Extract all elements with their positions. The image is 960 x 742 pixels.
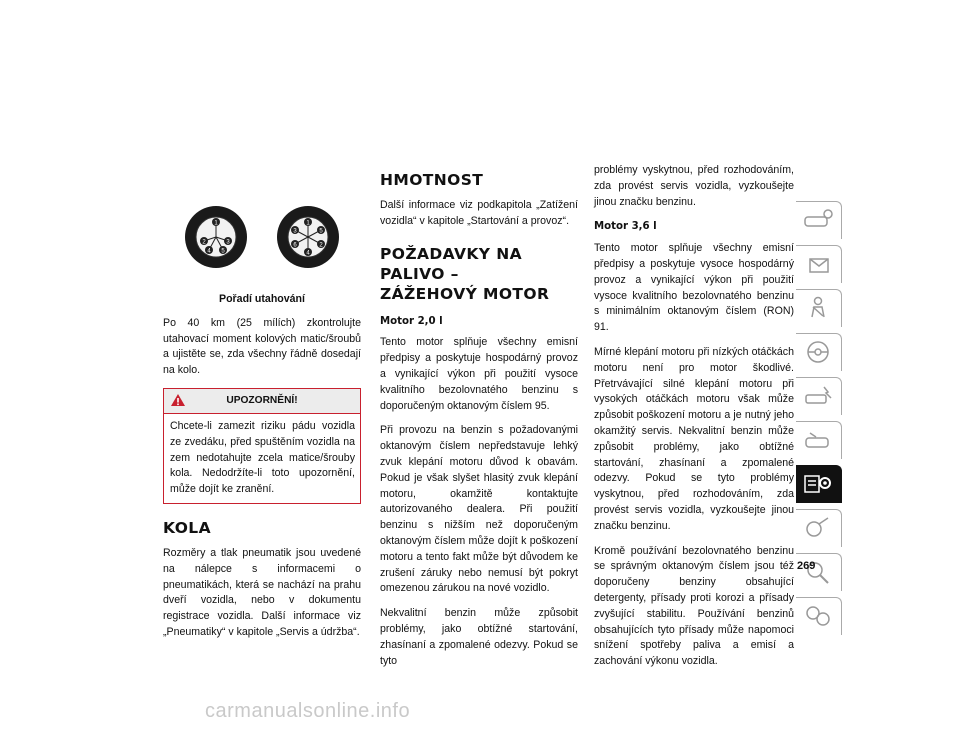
tab-mail[interactable] (796, 245, 842, 283)
tab-gear-settings[interactable] (796, 465, 842, 503)
subheading-motor-2-0: Motor 2,0 l (380, 315, 443, 327)
page-number: 269 (797, 560, 816, 572)
paragraph: Při provozu na benzin s požadovanými oktanovým číslem nepředstavuje lehký zvuk klepání motoru důvod k obavám. Pokud je však slyšet hlasitý zvuk klepání motoru, okamžitě kontaktujte autorizovaného dealera. Při použití benzinu s nižším než doporučeným oktanovým číslem může dojít k poškození motoru a tento fakt může být důvodem ke zrušení záruky nebo nemusí být pokryt omezenou zárukou na nové vozidlo. (380, 424, 578, 595)
seatbelt-icon (802, 295, 834, 321)
lug-number: 3 (226, 239, 230, 246)
lug-number: 1 (306, 220, 310, 227)
section-heading-palivo-line2: ZÁŽEHOVÝ MOTOR (380, 284, 550, 303)
tab-car-info[interactable] (796, 201, 842, 239)
tab-crash[interactable] (796, 377, 842, 415)
gear-settings-icon (802, 471, 834, 497)
tab-search[interactable] (796, 553, 842, 591)
paragraph: problémy vyskytnou, před rozhodováním, zda provést servis vozidla, vyzkoušejte jinou značku benzinu. (594, 164, 794, 208)
wheel-6-lug-diagram (275, 204, 341, 270)
warning-box (163, 388, 361, 504)
paragraph: Tento motor splňuje všechny emisní předpisy a poskytuje hospodárný provoz a vynikající výkon při použití vysoce kvalitního bezolovnatého benzinu s doporučeným oktanovým číslem 95. (380, 336, 578, 412)
warning-header (164, 389, 360, 414)
paragraph: Další informace viz podkapitola „Zatížení vozidla“ v kapitole „Startování a provoz“. (380, 199, 578, 227)
lug-number: 5 (319, 228, 323, 235)
lug-number: 1 (214, 220, 218, 227)
figure-caption: Pořadí utahování (219, 293, 305, 305)
steering-wheel-icon (802, 339, 834, 365)
tools-car-icon (802, 427, 834, 453)
warning-text: Chcete-li zamezit riziku pádu vozidla ze zvedáku, před spuštěním vozidla na zem nedotahujte zcela matice/šrouby kola. Nedodržíte-li toto upozornění, může dojít ke zranění. (170, 419, 355, 496)
lug-number: 5 (221, 248, 225, 255)
lug-number: 3 (293, 228, 297, 235)
lug-number: 4 (207, 248, 211, 255)
tightening-sequence-figure (163, 198, 361, 288)
wheel-5-lug-diagram (183, 204, 249, 270)
section-heading-palivo: POŽADAVKY NA PALIVO – (380, 244, 522, 283)
tab-language[interactable] (796, 597, 842, 635)
subheading-motor-3-6: Motor 3,6 l (594, 221, 657, 233)
tab-steering[interactable] (796, 333, 842, 371)
tab-seatbelt[interactable] (796, 289, 842, 327)
chapter-tabs (796, 201, 842, 641)
crash-icon (802, 383, 834, 409)
column-middle (380, 170, 578, 678)
language-icon (802, 603, 834, 629)
paragraph: Po 40 km (25 mílích) zkontrolujte utahovací moment kolových matic/šroubů a ujistěte se, zda všechny řádně dosedají na kolo. (163, 316, 361, 377)
paragraph: Mírné klepání motoru při nízkých otáčkách motoru není pro motor škodlivé. Přetrvávající silné klepání motoru při vysokých otáčkách motoru však může způsobit poškození motoru a je nutný jeho okamžitý servis. Nekvalitní benzin může způsobit problémy, jako obtížné startování, zhasínaní a zpomalené odezvy. Pokud se tyto problémy vyskytnou, před rozhodováním, zda provést servis vozidla, vyzkoušejte jinou značku benzinu. (594, 345, 794, 532)
mail-icon (802, 251, 834, 277)
lug-number: 2 (202, 239, 206, 246)
lug-number: 6 (293, 242, 297, 249)
paragraph: Tento motor splňuje všechny emisní předpisy a poskytuje vysoce hospodárný provoz a vynikající výkon při použití vysoce kvalitního bezolovnatého benzinu s minimálním oktanovým číslem (RON) 91. (594, 242, 794, 334)
service-icon (802, 515, 834, 541)
warning-title: UPOZORNĚNÍ! (226, 394, 298, 406)
paragraph: Nekvalitní benzin může způsobit problémy, jako obtížné startování, zhasínaní a zpomalené odezvy. Pokud se tyto (380, 607, 578, 667)
section-heading-hmotnost: HMOTNOST (380, 171, 484, 189)
section-heading-kola: KOLA (163, 518, 211, 537)
watermark: carmanualsonline.info (205, 700, 411, 722)
paragraph: Kromě používání bezolovnatého benzinu se správným oktanovým číslem jsou též doporučeny benziny obsahující detergenty, přísady proti korozi a přísady zvyšující stabilitu. Používání benzinů obsahujících tyto přísady může napomoci snížení spotřeby paliva a emisí a zachování výkonu vozidla. (594, 544, 794, 668)
column-left (163, 198, 361, 650)
paragraph: Rozměry a tlak pneumatik jsou uvedené na nálepce s informacemi o pneumatikách, která se nachází na prahu dveří vozidla, nebo v dokumentu registrace vozidla. Další informace viz „Pneumatiky“ v kapitole „Servis a údržba“. (163, 546, 361, 638)
car-info-icon (802, 207, 834, 233)
lug-number: 4 (306, 250, 310, 257)
column-right (594, 163, 794, 679)
tab-service[interactable] (796, 509, 842, 547)
lug-number: 2 (319, 242, 323, 249)
tab-tools-car[interactable] (796, 421, 842, 459)
